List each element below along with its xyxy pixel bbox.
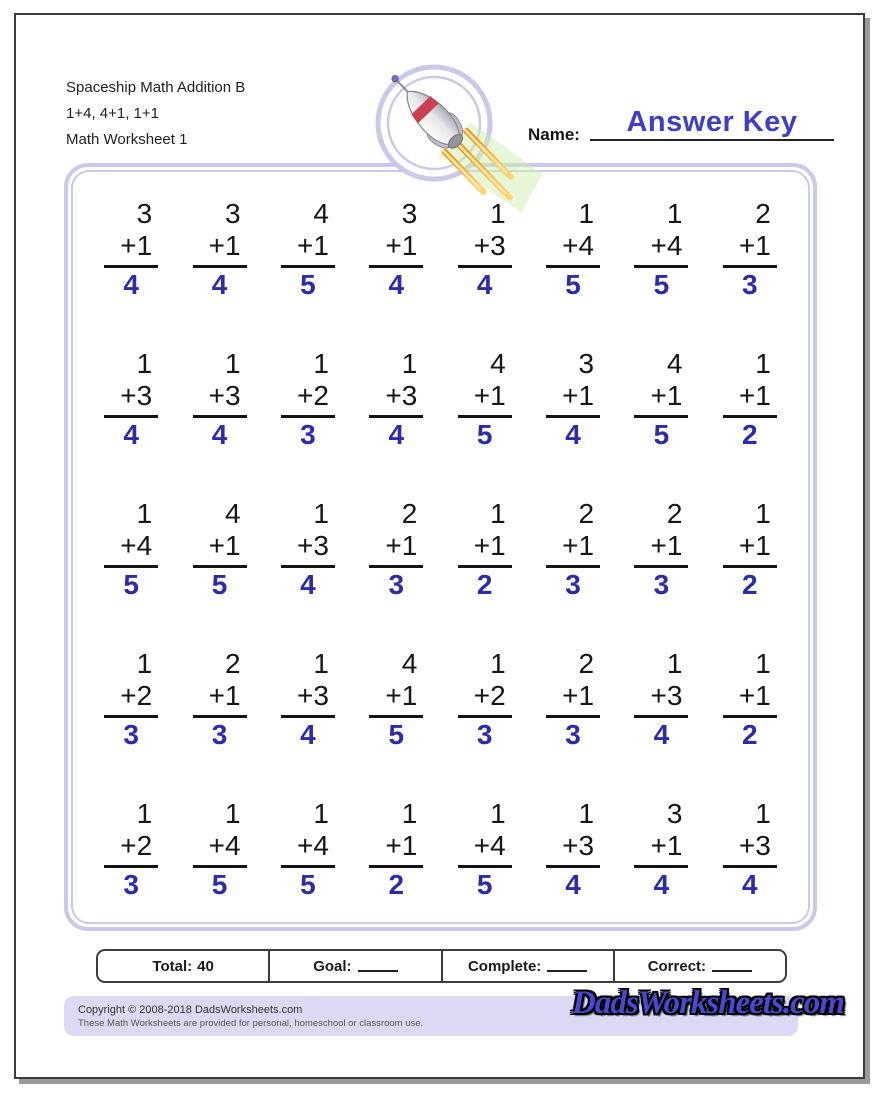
problem-cell: [369, 798, 423, 902]
problem-cell: [723, 798, 777, 902]
problem-top-operand: 1: [401, 348, 418, 379]
problem-bottom-operand: +3: [738, 830, 771, 861]
problem-cell: [723, 348, 777, 452]
problem-top-operand: 3: [401, 198, 418, 229]
problem-cell: [281, 348, 335, 452]
problem-cell: [369, 498, 423, 602]
problem-answer: 3: [634, 565, 688, 602]
problem-answer: 4: [369, 265, 423, 302]
problem-cell: [634, 498, 688, 602]
problem-cell: [458, 348, 512, 452]
problem-answer: 4: [104, 265, 158, 302]
problem-top-operand: 1: [224, 348, 241, 379]
problem-answer: 4: [634, 865, 688, 902]
problem-top-operand: 4: [313, 198, 329, 229]
problem-answer: 5: [281, 265, 335, 302]
problem-answer: 4: [281, 715, 335, 752]
problem-answer: 4: [369, 415, 423, 452]
problem-bottom-operand: +3: [650, 680, 683, 711]
problem-top-operand: 1: [578, 198, 595, 229]
problem-top-operand: 1: [136, 348, 153, 379]
problem-top-operand: 1: [490, 498, 506, 529]
problems-box: [64, 163, 817, 931]
problem-cell: [634, 198, 688, 302]
problems-box-inner-border: [71, 170, 810, 924]
problem-cell: [104, 498, 158, 602]
problem-top-operand: 1: [490, 198, 506, 229]
problem-answer: 3: [546, 565, 600, 602]
problem-cell: [193, 798, 247, 902]
summary-label: Correct:: [647, 957, 707, 975]
problem-answer: 5: [634, 265, 688, 302]
summary-label: Goal:: [313, 957, 352, 975]
problem-answer: 3: [193, 715, 247, 752]
problem-bottom-operand: +4: [120, 530, 153, 561]
problem-top-operand: 4: [666, 348, 683, 379]
summary-label: Total:: [152, 957, 193, 975]
problem-answer: 5: [458, 865, 512, 902]
problem-bottom-operand: +3: [120, 380, 153, 411]
problem-cell: [546, 798, 600, 902]
problem-answer: 4: [104, 415, 158, 452]
problem-bottom-operand: +1: [385, 680, 418, 711]
problem-answer: 5: [104, 565, 158, 602]
problem-answer: 5: [281, 865, 335, 902]
problem-top-operand: 3: [666, 798, 683, 829]
problems-grid: [87, 198, 794, 902]
problem-bottom-operand: +1: [562, 380, 595, 411]
problem-answer: 3: [546, 715, 600, 752]
problem-bottom-operand: +2: [473, 680, 506, 711]
problem-top-operand: 2: [578, 648, 595, 679]
worksheet-page: [14, 13, 865, 1079]
problem-cell: [104, 198, 158, 302]
problem-bottom-operand: +1: [208, 680, 241, 711]
copyright-text: Copyright © 2008-2018 DadsWorksheets.com: [78, 1004, 303, 1016]
problem-top-operand: 1: [313, 498, 329, 529]
problem-bottom-operand: +1: [562, 530, 595, 561]
problem-bottom-operand: +3: [297, 680, 329, 711]
problem-answer: 2: [723, 415, 777, 452]
problem-answer: 5: [193, 565, 247, 602]
problem-cell: [281, 198, 335, 302]
problem-cell: [104, 348, 158, 452]
problem-cell: [546, 648, 600, 752]
problem-cell: [281, 498, 335, 602]
problem-top-operand: 1: [755, 498, 771, 529]
worksheet-title: Spaceship Math Addition B: [66, 79, 246, 96]
problem-bottom-operand: +1: [473, 380, 506, 411]
problem-top-operand: 1: [755, 648, 771, 679]
problem-cell: [546, 348, 600, 452]
problem-bottom-operand: +3: [385, 380, 418, 411]
problem-top-operand: 1: [490, 648, 506, 679]
problem-bottom-operand: +1: [738, 380, 771, 411]
problem-top-operand: 1: [136, 498, 153, 529]
problem-bottom-operand: +1: [120, 230, 153, 261]
dadsworksheets-logo: DadsWorksheets.com: [572, 985, 844, 1021]
problem-top-operand: 1: [313, 348, 329, 379]
problem-top-operand: 1: [136, 648, 153, 679]
problem-bottom-operand: +1: [562, 680, 595, 711]
problem-top-operand: 2: [666, 498, 683, 529]
problem-answer: 3: [458, 715, 512, 752]
problem-answer: 2: [369, 865, 423, 902]
problem-cell: [369, 648, 423, 752]
problem-bottom-operand: +1: [738, 230, 771, 261]
problem-cell: [193, 348, 247, 452]
problem-answer: 5: [369, 715, 423, 752]
problem-cell: [634, 348, 688, 452]
problem-answer: 2: [723, 715, 777, 752]
problem-answer: 4: [281, 565, 335, 602]
problem-cell: [281, 798, 335, 902]
problem-top-operand: 1: [401, 798, 418, 829]
problem-cell: [193, 198, 247, 302]
summary-blank-line: [358, 970, 398, 972]
name-label: Name:: [528, 125, 580, 144]
answer-key-text: Answer Key: [626, 106, 798, 138]
problem-bottom-operand: +1: [738, 680, 771, 711]
worksheet-facts: 1+4, 4+1, 1+1: [66, 105, 160, 122]
problem-cell: [458, 498, 512, 602]
problem-cell: [104, 648, 158, 752]
summary-blank-line: [547, 970, 587, 972]
problem-bottom-operand: +3: [473, 230, 506, 261]
problem-top-operand: 2: [401, 498, 418, 529]
rocket-icon: [346, 53, 546, 243]
problem-answer: 4: [634, 715, 688, 752]
summary-cell: [613, 951, 785, 981]
problem-answer: 5: [458, 415, 512, 452]
summary-cell: [98, 951, 268, 981]
summary-cell: [268, 951, 440, 981]
problem-bottom-operand: +4: [562, 230, 595, 261]
problem-cell: [104, 798, 158, 902]
problem-answer: 4: [193, 265, 247, 302]
worksheet-header: [66, 75, 245, 153]
problem-cell: [546, 498, 600, 602]
problem-answer: 4: [723, 865, 777, 902]
problem-answer: 3: [369, 565, 423, 602]
problem-bottom-operand: +1: [473, 530, 506, 561]
problem-top-operand: 2: [755, 198, 771, 229]
problem-cell: [458, 798, 512, 902]
problem-top-operand: 4: [401, 648, 418, 679]
problem-bottom-operand: +1: [650, 530, 683, 561]
problem-bottom-operand: +1: [738, 530, 771, 561]
problem-bottom-operand: +1: [385, 830, 418, 861]
problem-cell: [546, 198, 600, 302]
problem-top-operand: 2: [578, 498, 595, 529]
problem-top-operand: 1: [136, 798, 153, 829]
problem-top-operand: 3: [224, 198, 241, 229]
problem-bottom-operand: +1: [650, 380, 683, 411]
problem-bottom-operand: +4: [297, 830, 329, 861]
problem-answer: 4: [458, 265, 512, 302]
problem-bottom-operand: +3: [562, 830, 595, 861]
license-text: These Math Worksheets are provided for personal, homeschool or classroom use.: [78, 1018, 424, 1029]
problem-answer: 3: [281, 415, 335, 452]
problem-top-operand: 1: [666, 198, 683, 229]
problem-answer: 3: [723, 265, 777, 302]
problem-cell: [193, 498, 247, 602]
problem-bottom-operand: +4: [208, 830, 241, 861]
problem-bottom-operand: +2: [297, 380, 329, 411]
problem-top-operand: 1: [490, 798, 506, 829]
problem-bottom-operand: +3: [208, 380, 241, 411]
problem-bottom-operand: +1: [385, 530, 418, 561]
problem-answer: 2: [458, 565, 512, 602]
problem-top-operand: 1: [666, 648, 683, 679]
summary-cell: [441, 951, 613, 981]
problem-cell: [458, 648, 512, 752]
problem-cell: [723, 198, 777, 302]
problem-top-operand: 1: [755, 348, 771, 379]
problem-answer: 3: [104, 865, 158, 902]
problem-top-operand: 1: [224, 798, 241, 829]
summary-label: Complete:: [467, 957, 542, 975]
problem-answer: 4: [546, 415, 600, 452]
problem-top-operand: 1: [578, 798, 595, 829]
problem-cell: [281, 648, 335, 752]
problem-top-operand: 1: [313, 798, 329, 829]
problem-cell: [723, 498, 777, 602]
problem-top-operand: 1: [313, 648, 329, 679]
problem-bottom-operand: +1: [650, 830, 683, 861]
problem-bottom-operand: +1: [208, 530, 241, 561]
problem-top-operand: 3: [136, 198, 153, 229]
problem-bottom-operand: +1: [208, 230, 241, 261]
problem-answer: 5: [634, 415, 688, 452]
summary-blank-line: [712, 970, 752, 972]
problem-top-operand: 3: [578, 348, 595, 379]
worksheet-number: Math Worksheet 1: [66, 131, 188, 148]
problem-answer: 4: [546, 865, 600, 902]
problem-bottom-operand: +2: [120, 680, 153, 711]
problem-top-operand: 4: [490, 348, 506, 379]
summary-bar: [96, 949, 787, 983]
problem-answer: 2: [723, 565, 777, 602]
problem-cell: [369, 348, 423, 452]
name-blank-line: [590, 139, 834, 141]
problem-top-operand: 2: [224, 648, 241, 679]
problem-bottom-operand: +1: [297, 230, 329, 261]
problem-answer: 5: [193, 865, 247, 902]
problem-cell: [634, 798, 688, 902]
problem-top-operand: 4: [224, 498, 241, 529]
problem-answer: 4: [193, 415, 247, 452]
problem-cell: [634, 648, 688, 752]
problem-answer: 5: [546, 265, 600, 302]
problem-bottom-operand: +2: [120, 830, 153, 861]
problem-top-operand: 1: [755, 798, 771, 829]
problem-cell: [723, 648, 777, 752]
problem-answer: 3: [104, 715, 158, 752]
summary-value: 40: [197, 957, 214, 975]
name-area: [528, 87, 838, 147]
problem-bottom-operand: +1: [385, 230, 418, 261]
problem-cell: [193, 648, 247, 752]
problem-bottom-operand: +4: [650, 230, 683, 261]
problem-bottom-operand: +4: [473, 830, 506, 861]
problem-bottom-operand: +3: [297, 530, 329, 561]
